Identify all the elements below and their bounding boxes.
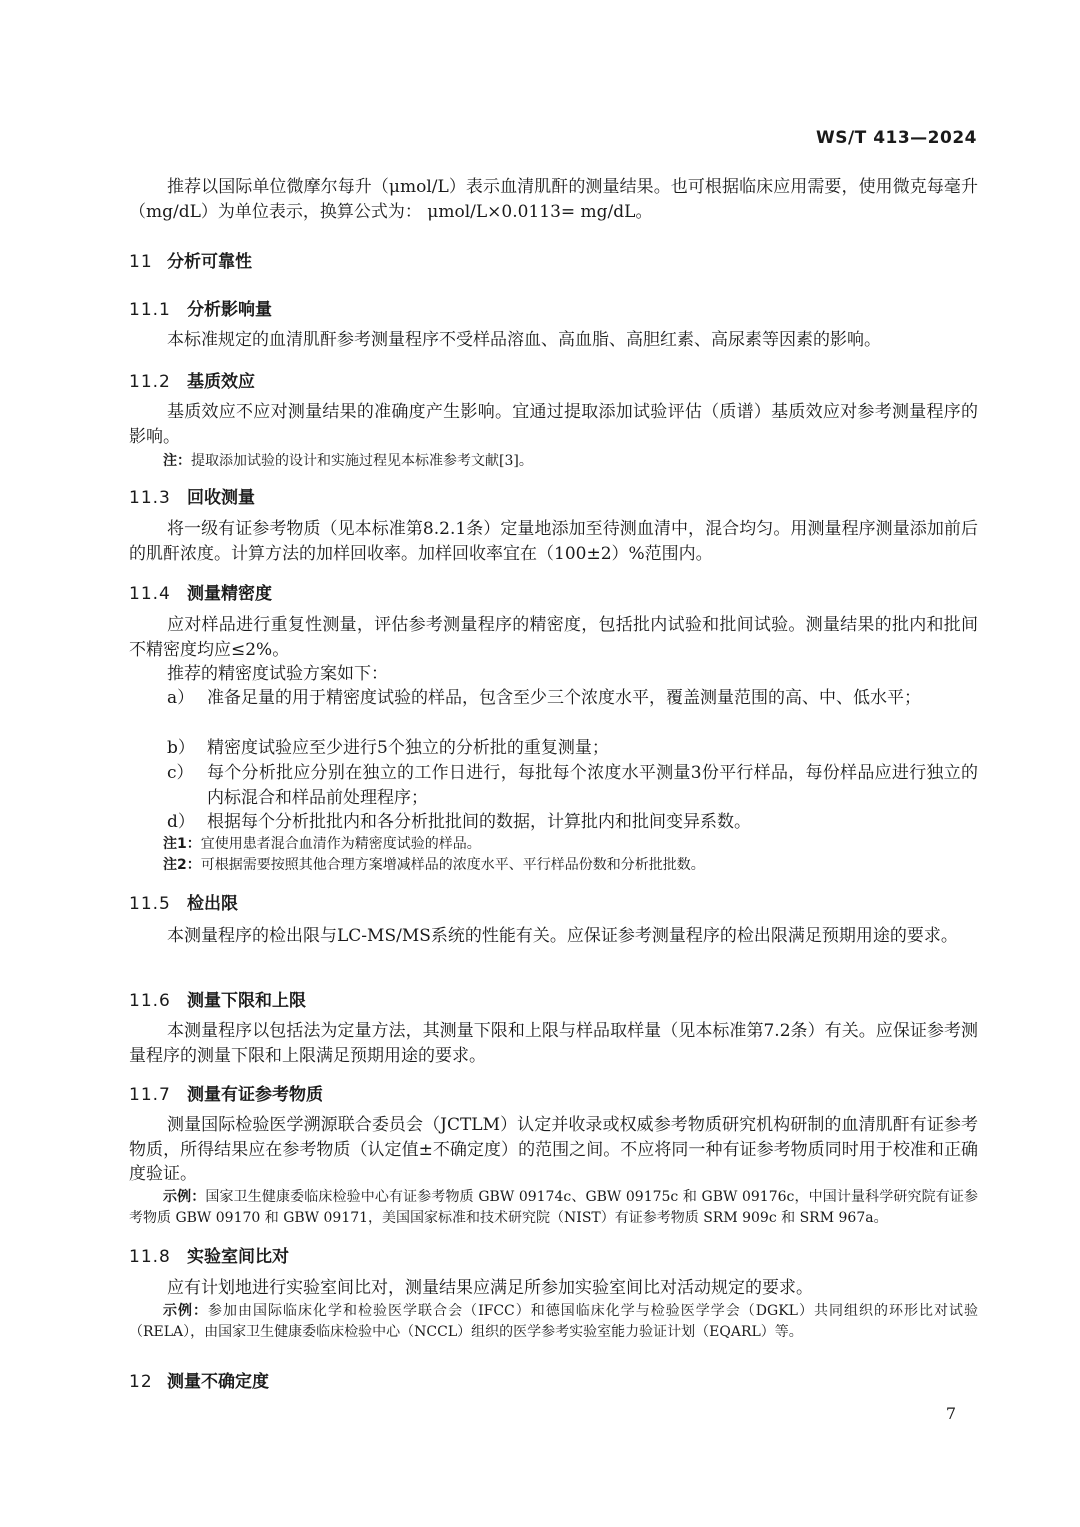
section-number: 11.7 — [129, 1085, 171, 1105]
list-text: 准备足量的用于精密度试验的样品，包含至少三个浓度水平，覆盖测量范围的高、中、低水平； — [207, 688, 921, 708]
section-title: 测量有证参考物质 — [187, 1085, 323, 1105]
section-11-3-body: 将一级有证参考物质（见本标准第8.2.1条）定量地添加至待测血清中，混合均匀。用测量程序测量添加前后的肌酐浓度。计算方法的加样回收率。加样回收率宜在（100±2）%范围内。 — [129, 519, 978, 564]
list-item-a — [167, 686, 978, 711]
list-marker: b） — [167, 738, 195, 758]
section-11-7-heading — [129, 1080, 323, 1105]
list-item-b — [167, 736, 978, 761]
section-title: 测量不确定度 — [167, 1372, 269, 1392]
section-11-3-heading — [129, 483, 255, 508]
section-number: 11.5 — [129, 894, 171, 914]
section-11-1-heading — [129, 295, 272, 320]
list-marker: c） — [167, 763, 194, 783]
list-marker: d） — [167, 812, 195, 832]
example-label: 示例： — [163, 1189, 206, 1205]
section-11-4-plan: 推荐的精密度试验方案如下： — [167, 664, 388, 684]
section-title: 测量下限和上限 — [187, 991, 306, 1011]
section-11-8-heading — [129, 1242, 289, 1267]
section-number: 12 — [129, 1372, 153, 1392]
list-text: 根据每个分析批批内和各分析批批间的数据，计算批内和批间变异系数。 — [207, 812, 751, 832]
section-title: 实验室间比对 — [187, 1247, 289, 1267]
section-number: 11.8 — [129, 1247, 171, 1267]
section-11-1-body: 本标准规定的血清肌酐参考测量程序不受样品溶血、高血脂、高胆红素、高尿素等因素的影响。 — [167, 330, 881, 350]
standard-number: WS/T 413—2024 — [815, 128, 977, 148]
section-number: 11.3 — [129, 488, 171, 508]
section-title: 分析可靠性 — [167, 252, 252, 272]
section-title: 分析影响量 — [187, 300, 272, 320]
section-12-heading — [129, 1367, 269, 1392]
section-11-4-body: 应对样品进行重复性测量，评估参考测量程序的精密度，包括批内试验和批间试验。测量结果的批内和批间不精密度均应≤2%。 — [129, 615, 978, 660]
note-label: 注1： — [163, 836, 201, 852]
section-title: 回收测量 — [187, 488, 255, 508]
section-title: 检出限 — [187, 894, 238, 914]
note-label: 注2： — [163, 857, 201, 873]
section-11-6-heading — [129, 986, 306, 1011]
list-item-c — [167, 761, 978, 811]
section-11-2-body: 基质效应不应对测量结果的准确度产生影响。宜通过提取添加试验评估（质谱）基质效应对参考测量程序的影响。 — [129, 402, 978, 447]
section-11-2-note — [163, 451, 978, 472]
example-text: 参加由国际临床化学和检验医学联合会（IFCC）和德国临床化学与检验医学学会（DGKL）共同组织的环形比对试验（RELA），由国家卫生健康委临床检验中心（NCCL）组织的医学参考实验室能力验证计划（EQARL）等。 — [129, 1303, 978, 1340]
section-11-5-body: 本测量程序的检出限与LC-MS/MS系统的性能有关。应保证参考测量程序的检出限满足预期用途的要求。 — [167, 926, 958, 946]
section-11-8-body: 应有计划地进行实验室间比对，测量结果应满足所参加实验室间比对活动规定的要求。 — [167, 1278, 813, 1298]
list-text: 精密度试验应至少进行5个独立的分析批的重复测量； — [207, 738, 609, 758]
section-title: 测量精密度 — [187, 584, 272, 604]
section-11-7-example — [129, 1187, 978, 1229]
section-number: 11.6 — [129, 991, 171, 1011]
section-number: 11.2 — [129, 372, 171, 392]
intro-paragraph: 推荐以国际单位微摩尔每升（μmol/L）表示血清肌酐的测量结果。也可根据临床应用需要，使用微克每毫升（mg/dL）为单位表示，换算公式为： μmol/L×0.0113= mg/dL。 — [129, 177, 978, 222]
section-11-7-body: 测量国际检验医学溯源联合委员会（JCTLM）认定并收录或权威参考物质研究机构研制的血清肌酐有证参考物质，所得结果应在参考物质（认定值±不确定度）的范围之间。不应将同一种有证参考物质同时用于校准和正确度验证。 — [129, 1115, 978, 1184]
section-number: 11.1 — [129, 300, 171, 320]
section-11-4-note-2 — [163, 855, 978, 876]
note-text: 提取添加试验的设计和实施过程见本标准参考文献[3]。 — [191, 453, 533, 469]
note-label: 注： — [163, 453, 191, 469]
section-title: 基质效应 — [187, 372, 255, 392]
section-11-4-note-1 — [163, 834, 978, 855]
section-number: 11.4 — [129, 584, 171, 604]
note-text: 可根据需要按照其他合理方案增减样品的浓度水平、平行样品份数和分析批批数。 — [200, 857, 705, 873]
section-11-5-heading — [129, 889, 238, 914]
example-text: 国家卫生健康委临床检验中心有证参考物质 GBW 09174c、GBW 09175c 和 GBW 09176c，中国计量科学研究院有证参考物质 GBW 09170 和 GBW 09171，美国国家标准和技术研究院（NIST）有证参考物质 SRM 909c 和 SRM 967a。 — [129, 1189, 979, 1226]
list-marker: a） — [167, 688, 195, 708]
section-11-8-example — [129, 1301, 978, 1343]
list-item-d — [167, 810, 978, 835]
list-text: 每个分析批应分别在独立的工作日进行，每批每个浓度水平测量3份平行样品，每份样品应进行独立的内标混合和样品前处理程序； — [207, 763, 978, 808]
note-text: 宜使用患者混合血清作为精密度试验的样品。 — [200, 836, 481, 852]
section-11-2-heading — [129, 367, 255, 392]
section-11-6-body: 本测量程序以包括法为定量方法，其测量下限和上限与样品取样量（见本标准第7.2条）有关。应保证参考测量程序的测量下限和上限满足预期用途的要求。 — [129, 1021, 978, 1066]
section-number: 11 — [129, 252, 153, 272]
page-number: 7 — [945, 1404, 956, 1423]
example-label: 示例： — [163, 1303, 209, 1319]
section-11-4-heading — [129, 579, 272, 604]
section-11-heading — [129, 247, 252, 272]
